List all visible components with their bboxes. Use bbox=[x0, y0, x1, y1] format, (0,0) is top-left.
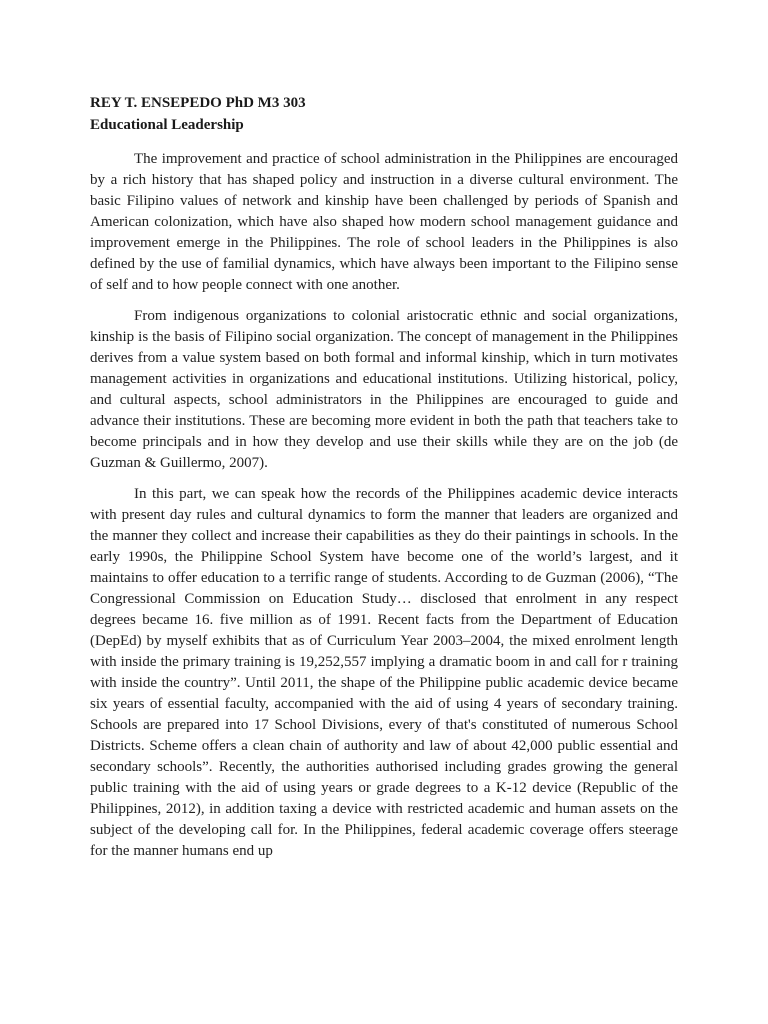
document-header bbox=[90, 92, 678, 136]
paragraph-3: In this part, we can speak how the records of the Philippines academic device interacts with present day rules and cultural dynamics to form the manner that leaders are organized and the manner they collect and increase their capabilities as they do their paintings in schools. In the early 1990s, the Philippine School System have become one of the world’s largest, and it maintains to offer education to a terrific range of students. According to de Guzman (2006), “The Congressional Commission on Education Study… disclosed that enrolment in any respect degrees became 16. five million as of 1991. Recent facts from the Department of Education (DepEd) by myself exhibits that as of Curriculum Year 2003–2004, the mixed enrolment length with inside the primary training is 19,252,557 implying a dramatic boom in and call for r training with inside the country”. Until 2011, the shape of the Philippine public academic device became six years of essential faculty, accompanied with the aid of using 4 years of secondary training. Schools are prepared into 17 School Divisions, every of that's constituted of numerous School Districts. Scheme offers a clean chain of authority and law of about 42,000 public essential and secondary schools”. Recently, the authorities authorised including grades growing the general public training with the aid of using years or grade degrees to a K-12 device (Republic of the Philippines, 2012), in addition taxing a device with restricted academic and human assets on the subject of the developing call for. In the Philippines, federal academic coverage offers steerage for the manner humans end up bbox=[90, 486, 678, 859]
author-line: REY T. ENSEPEDO PhD M3 303 bbox=[90, 95, 306, 111]
paragraph-2: From indigenous organizations to colonial aristocratic ethnic and social organizations, kinship is the basis of Filipino social organization. The concept of management in the Philippines derives from a value system based on both formal and informal kinship, which in turn motivates management activities in organizations and educational institutions. Utilizing historical, policy, and cultural aspects, school administrators in the Philippines are encouraged to guide and advance their institutions. These are becoming more evident in both the path that teachers take to become principals and in how they develop and use their skills while they are on the job (de Guzman & Guillermo, 2007). bbox=[90, 308, 678, 471]
document-page bbox=[90, 92, 678, 1024]
paragraph-1: The improvement and practice of school administration in the Philippines are encouraged by a rich history that has shaped policy and instruction in a diverse cultural environment. The basic Filipino values of network and kinship have been challenged by periods of Spanish and American colonization, which have also shaped how modern school management guidance and improvement emerge in the Philippines. The role of school leaders in the Philippines is also defined by the use of familial dynamics, which have always been important to the Filipino sense of self and to how people connect with one another. bbox=[90, 151, 678, 293]
course-title: Educational Leadership bbox=[90, 117, 244, 133]
